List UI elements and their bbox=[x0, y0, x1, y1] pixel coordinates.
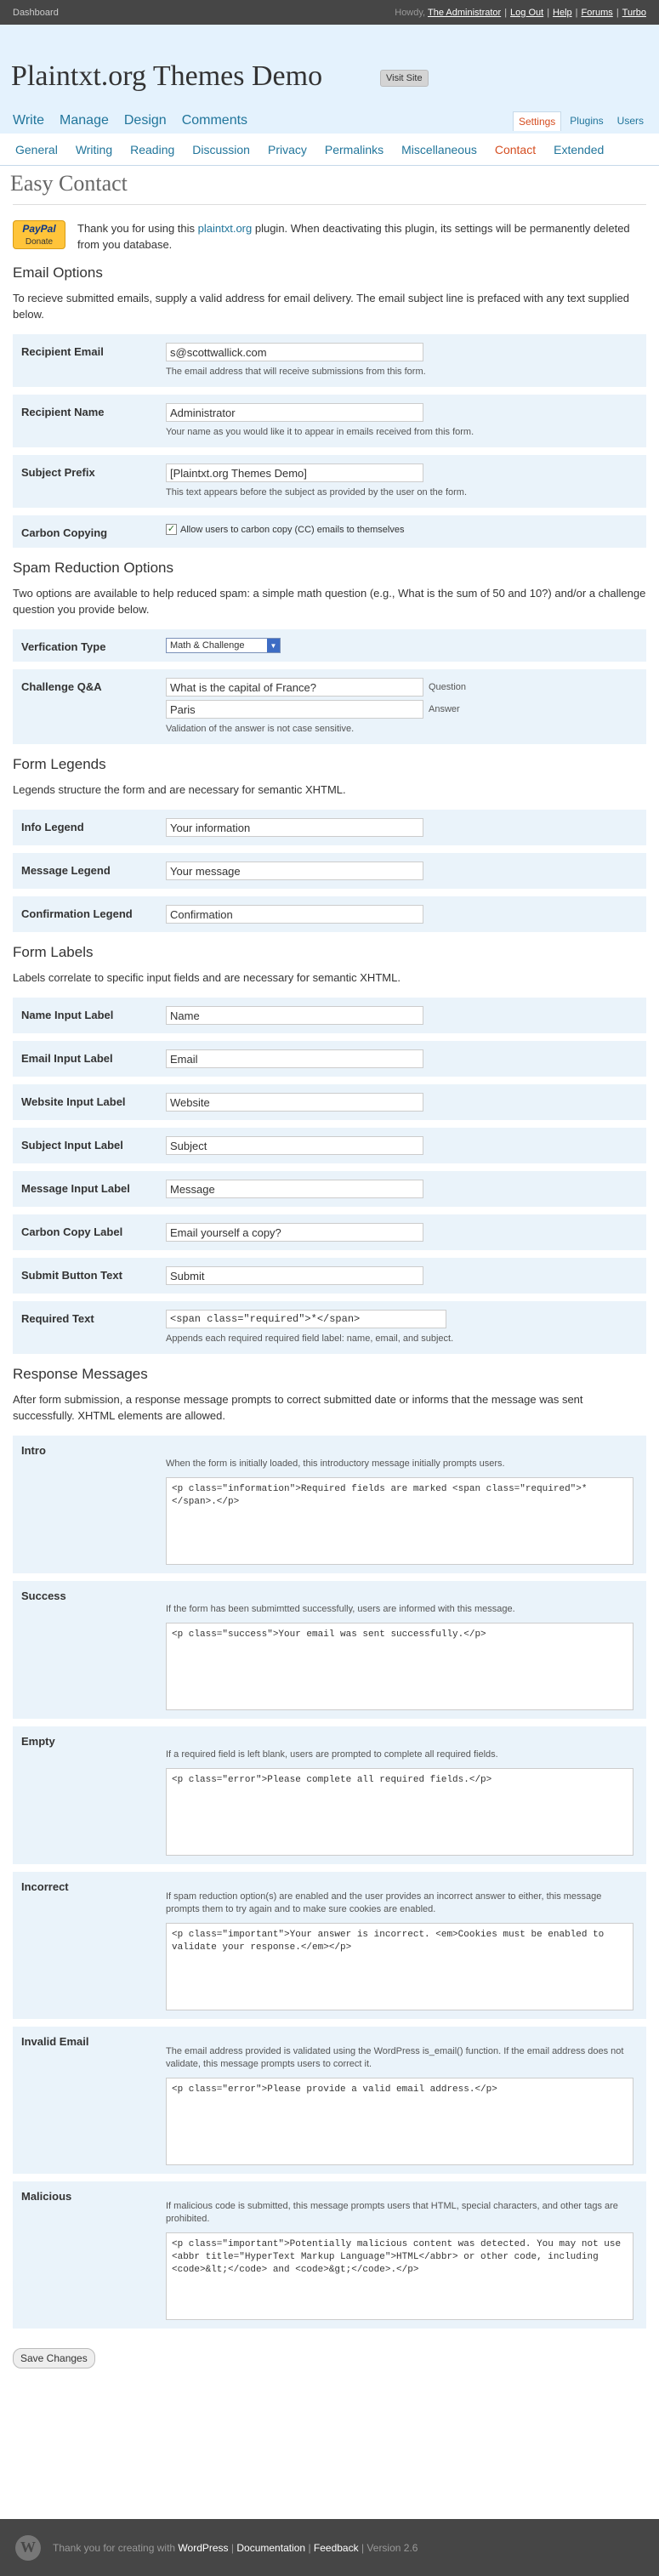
labels-desc: Labels correlate to specific input fields and are necessary for semantic XHTML. bbox=[13, 971, 401, 984]
visit-site-button[interactable]: Visit Site bbox=[380, 70, 429, 87]
paypal-donate-button[interactable] bbox=[13, 220, 65, 249]
subject-prefix-input[interactable] bbox=[166, 463, 423, 482]
cc-label-row bbox=[13, 1214, 646, 1250]
field-label: Verfication Type bbox=[21, 640, 106, 653]
confirmation-legend-row bbox=[13, 896, 646, 932]
field-hint: If malicious code is submitted, this message prompts users that HTML, special characters, and other tags are prohibited. bbox=[166, 2201, 618, 2224]
field-label: Incorrect bbox=[21, 1880, 69, 1893]
user-links: Howdy, The Administrator | Log Out | Help | Forums | Turbo bbox=[395, 7, 646, 18]
dashboard-link[interactable]: Dashboard bbox=[13, 7, 59, 18]
subnav-privacy[interactable]: Privacy bbox=[267, 143, 307, 156]
nav-settings[interactable]: Settings bbox=[513, 111, 561, 131]
email-label-input[interactable] bbox=[166, 1049, 423, 1068]
howdy-text: Howdy, bbox=[395, 7, 426, 18]
subnav-reading[interactable]: Reading bbox=[130, 143, 175, 156]
field-label: Intro bbox=[21, 1444, 46, 1457]
field-label: Invalid Email bbox=[21, 2035, 89, 2048]
legends-desc: Legends structure the form and are necessary for semantic XHTML. bbox=[13, 783, 346, 796]
challenge-question-input[interactable] bbox=[166, 678, 423, 697]
logout-link[interactable]: Log Out bbox=[510, 7, 544, 18]
field-label: Carbon Copying bbox=[21, 526, 108, 539]
invalid-email-textarea[interactable]: <p class="error">Please provide a valid email address.</p> bbox=[166, 2078, 633, 2165]
recipient-name-row bbox=[13, 395, 646, 447]
spam-heading: Spam Reduction Options bbox=[13, 560, 173, 576]
carbon-copying-row bbox=[13, 515, 646, 548]
settings-form bbox=[0, 220, 659, 2368]
verification-type-select[interactable] bbox=[166, 638, 281, 653]
message-legend-row bbox=[13, 853, 646, 889]
right-nav bbox=[513, 111, 649, 131]
subnav-discussion[interactable]: Discussion bbox=[192, 143, 250, 156]
page-title: Easy Contact bbox=[10, 171, 128, 196]
field-label: Recipient Email bbox=[21, 345, 104, 358]
wordpress-link[interactable]: WordPress bbox=[178, 2541, 229, 2554]
success-row bbox=[13, 1581, 646, 1719]
field-label: Recipient Name bbox=[21, 406, 105, 418]
recipient-email-input[interactable] bbox=[166, 343, 423, 361]
thanks-text: Thank you for using this plaintxt.org plugin. When deactivating this plugin, its settings will be permanently deleted from you database. bbox=[77, 222, 630, 251]
main-nav bbox=[13, 113, 247, 128]
feedback-link[interactable]: Feedback bbox=[313, 2541, 359, 2554]
field-hint: This text appears before the subject as provided by the user on the form. bbox=[166, 487, 468, 498]
spam-desc: Two options are available to help reduced spam: a simple math question (e.g., What is the sum of 50 and 10?) and/or a challenge question you provide below. bbox=[13, 587, 646, 616]
settings-subnav bbox=[0, 134, 659, 166]
website-label-input[interactable] bbox=[166, 1093, 423, 1112]
message-label-input[interactable] bbox=[166, 1180, 423, 1198]
subnav-contact[interactable]: Contact bbox=[494, 143, 537, 156]
turbo-link[interactable]: Turbo bbox=[622, 7, 646, 18]
plaintxt-link[interactable]: plaintxt.org bbox=[197, 222, 253, 235]
field-hint: The email address provided is validated using the WordPress is_email() function. If the email address does not validate, this message prompts users to correct it. bbox=[166, 2046, 624, 2069]
subject-prefix-row bbox=[13, 455, 646, 508]
field-label: Carbon Copy Label bbox=[21, 1225, 123, 1238]
challenge-row bbox=[13, 669, 646, 744]
thanks-notice bbox=[13, 220, 646, 253]
malicious-row bbox=[13, 2181, 646, 2329]
nav-manage[interactable]: Manage bbox=[60, 113, 109, 128]
email-options-desc: To recieve submitted emails, supply a valid address for email delivery. The email subject line is prefaced with any text supplied below. bbox=[13, 292, 629, 321]
subject-label-row bbox=[13, 1128, 646, 1163]
divider bbox=[13, 204, 646, 205]
field-label: Required Text bbox=[21, 1312, 94, 1325]
select-value: Math & Challenge bbox=[170, 640, 245, 651]
email-options-heading: Email Options bbox=[13, 264, 103, 281]
name-label-row bbox=[13, 998, 646, 1033]
field-label: Confirmation Legend bbox=[21, 907, 133, 920]
field-label: Success bbox=[21, 1589, 66, 1602]
challenge-answer-input[interactable] bbox=[166, 700, 423, 719]
save-changes-button[interactable]: Save Changes bbox=[13, 2348, 95, 2368]
field-label: Message Input Label bbox=[21, 1182, 130, 1195]
answer-label: Answer bbox=[429, 704, 460, 714]
field-label: Info Legend bbox=[21, 821, 84, 833]
field-hint: The email address that will receive submissions from this form. bbox=[166, 367, 426, 377]
field-hint: If a required field is left blank, users are prompted to complete all required fields. bbox=[166, 1749, 498, 1760]
responses-desc: After form submission, a response message prompts to correct submitted date or informs that the message was sent successfully. XHTML elements are allowed. bbox=[13, 1393, 583, 1422]
field-label: Empty bbox=[21, 1735, 55, 1748]
field-label: Website Input Label bbox=[21, 1095, 126, 1108]
admin-header bbox=[0, 25, 659, 134]
question-label: Question bbox=[429, 682, 467, 692]
subnav-general[interactable]: General bbox=[15, 143, 58, 156]
info-legend-input[interactable] bbox=[166, 818, 423, 837]
wordpress-logo-icon[interactable]: W bbox=[15, 2535, 41, 2561]
field-label: Malicious bbox=[21, 2190, 72, 2203]
field-label: Subject Input Label bbox=[21, 1139, 123, 1152]
submit-label-input[interactable] bbox=[166, 1266, 423, 1285]
website-label-row bbox=[13, 1084, 646, 1120]
cc-label-input[interactable] bbox=[166, 1223, 423, 1242]
subnav-extended[interactable]: Extended bbox=[554, 143, 605, 156]
field-label: Email Input Label bbox=[21, 1052, 113, 1065]
field-label: Subject Prefix bbox=[21, 466, 95, 479]
carbon-copy-text: Allow users to carbon copy (CC) emails to themselves bbox=[180, 524, 405, 535]
forums-link[interactable]: Forums bbox=[581, 7, 613, 18]
confirmation-legend-input[interactable] bbox=[166, 905, 423, 924]
name-label-input[interactable] bbox=[166, 1006, 423, 1025]
nav-write[interactable]: Write bbox=[13, 113, 45, 128]
nav-users[interactable]: Users bbox=[616, 115, 644, 127]
incorrect-row bbox=[13, 1872, 646, 2019]
subject-label-input[interactable] bbox=[166, 1136, 423, 1155]
paypal-logo: PayPal bbox=[22, 223, 56, 235]
message-legend-input[interactable] bbox=[166, 862, 423, 880]
recipient-name-input[interactable] bbox=[166, 403, 423, 422]
incorrect-textarea[interactable]: <p class="important">Your answer is incorrect. <em>Cookies must be enabled to validate your response.</em></p> bbox=[166, 1923, 633, 2010]
blog-title[interactable]: Plaintxt.org Themes Demo bbox=[11, 60, 323, 92]
info-legend-row bbox=[13, 810, 646, 845]
version-text: Version 2.6 bbox=[366, 2541, 418, 2554]
empty-textarea[interactable]: <p class="error">Please complete all required fields.</p> bbox=[166, 1768, 633, 1856]
field-label: Challenge Q&A bbox=[21, 680, 102, 693]
user-link[interactable]: The Administrator bbox=[427, 7, 502, 18]
nav-plugins[interactable]: Plugins bbox=[570, 115, 604, 127]
verification-row bbox=[13, 629, 646, 662]
admin-footer bbox=[0, 2519, 659, 2576]
paypal-donate-label: Donate bbox=[25, 237, 54, 247]
intro-row bbox=[13, 1436, 646, 1573]
email-label-row bbox=[13, 1041, 646, 1077]
subnav-permalinks[interactable]: Permalinks bbox=[324, 143, 384, 156]
submit-label-row bbox=[13, 1258, 646, 1294]
subnav-writing[interactable]: Writing bbox=[75, 143, 113, 156]
field-hint: When the form is initially loaded, this introductory message initially prompts users. bbox=[166, 1459, 505, 1469]
invalid-email-row bbox=[13, 2027, 646, 2174]
message-label-row bbox=[13, 1171, 646, 1207]
nav-design[interactable]: Design bbox=[123, 113, 167, 128]
subnav-miscellaneous[interactable]: Miscellaneous bbox=[401, 143, 477, 156]
success-textarea[interactable]: <p class="success">Your email was sent successfully.</p> bbox=[166, 1623, 633, 1710]
documentation-link[interactable]: Documentation bbox=[236, 2541, 306, 2554]
field-label: Name Input Label bbox=[21, 1009, 114, 1021]
field-label: Message Legend bbox=[21, 864, 111, 877]
admin-topbar bbox=[0, 0, 659, 25]
required-text-input[interactable] bbox=[166, 1310, 446, 1328]
help-link[interactable]: Help bbox=[553, 7, 572, 18]
field-hint: If spam reduction option(s) are enabled and the user provides an incorrect answer to either, this message prompts them to try again and to make sure cookies are enabled. bbox=[166, 1891, 602, 1914]
legends-heading: Form Legends bbox=[13, 756, 106, 772]
carbon-copy-checkbox[interactable]: ✓ bbox=[167, 524, 176, 534]
chevron-down-icon[interactable]: ▼ bbox=[267, 639, 280, 652]
required-text-row bbox=[13, 1301, 646, 1354]
field-hint: Appends each required required field label: name, email, and subject. bbox=[166, 1333, 454, 1344]
recipient-email-row bbox=[13, 334, 646, 387]
malicious-textarea[interactable]: <p class="important">Potentially malicious content was detected. You may not use <abbr title="HyperText Markup Language">HTML</abbr> or other code, including <code>&lt;</code> and <code>&gt;</code>.</p> bbox=[166, 2232, 633, 2320]
labels-heading: Form Labels bbox=[13, 944, 94, 960]
responses-heading: Response Messages bbox=[13, 1366, 148, 1382]
intro-textarea[interactable]: <p class="information">Required fields are marked <span class="required">*</span>.</p> bbox=[166, 1477, 633, 1565]
field-hint: If the form has been submimtted successfully, users are informed with this message. bbox=[166, 1604, 515, 1614]
field-hint: Validation of the answer is not case sensitive. bbox=[166, 724, 355, 734]
empty-row bbox=[13, 1726, 646, 1864]
field-label: Submit Button Text bbox=[21, 1269, 122, 1282]
footer-text: Thank you for creating with WordPress | Documentation | Feedback | Version 2.6 bbox=[53, 2541, 418, 2554]
nav-comments[interactable]: Comments bbox=[181, 113, 248, 128]
field-hint: Your name as you would like it to appear in emails received from this form. bbox=[166, 427, 474, 437]
